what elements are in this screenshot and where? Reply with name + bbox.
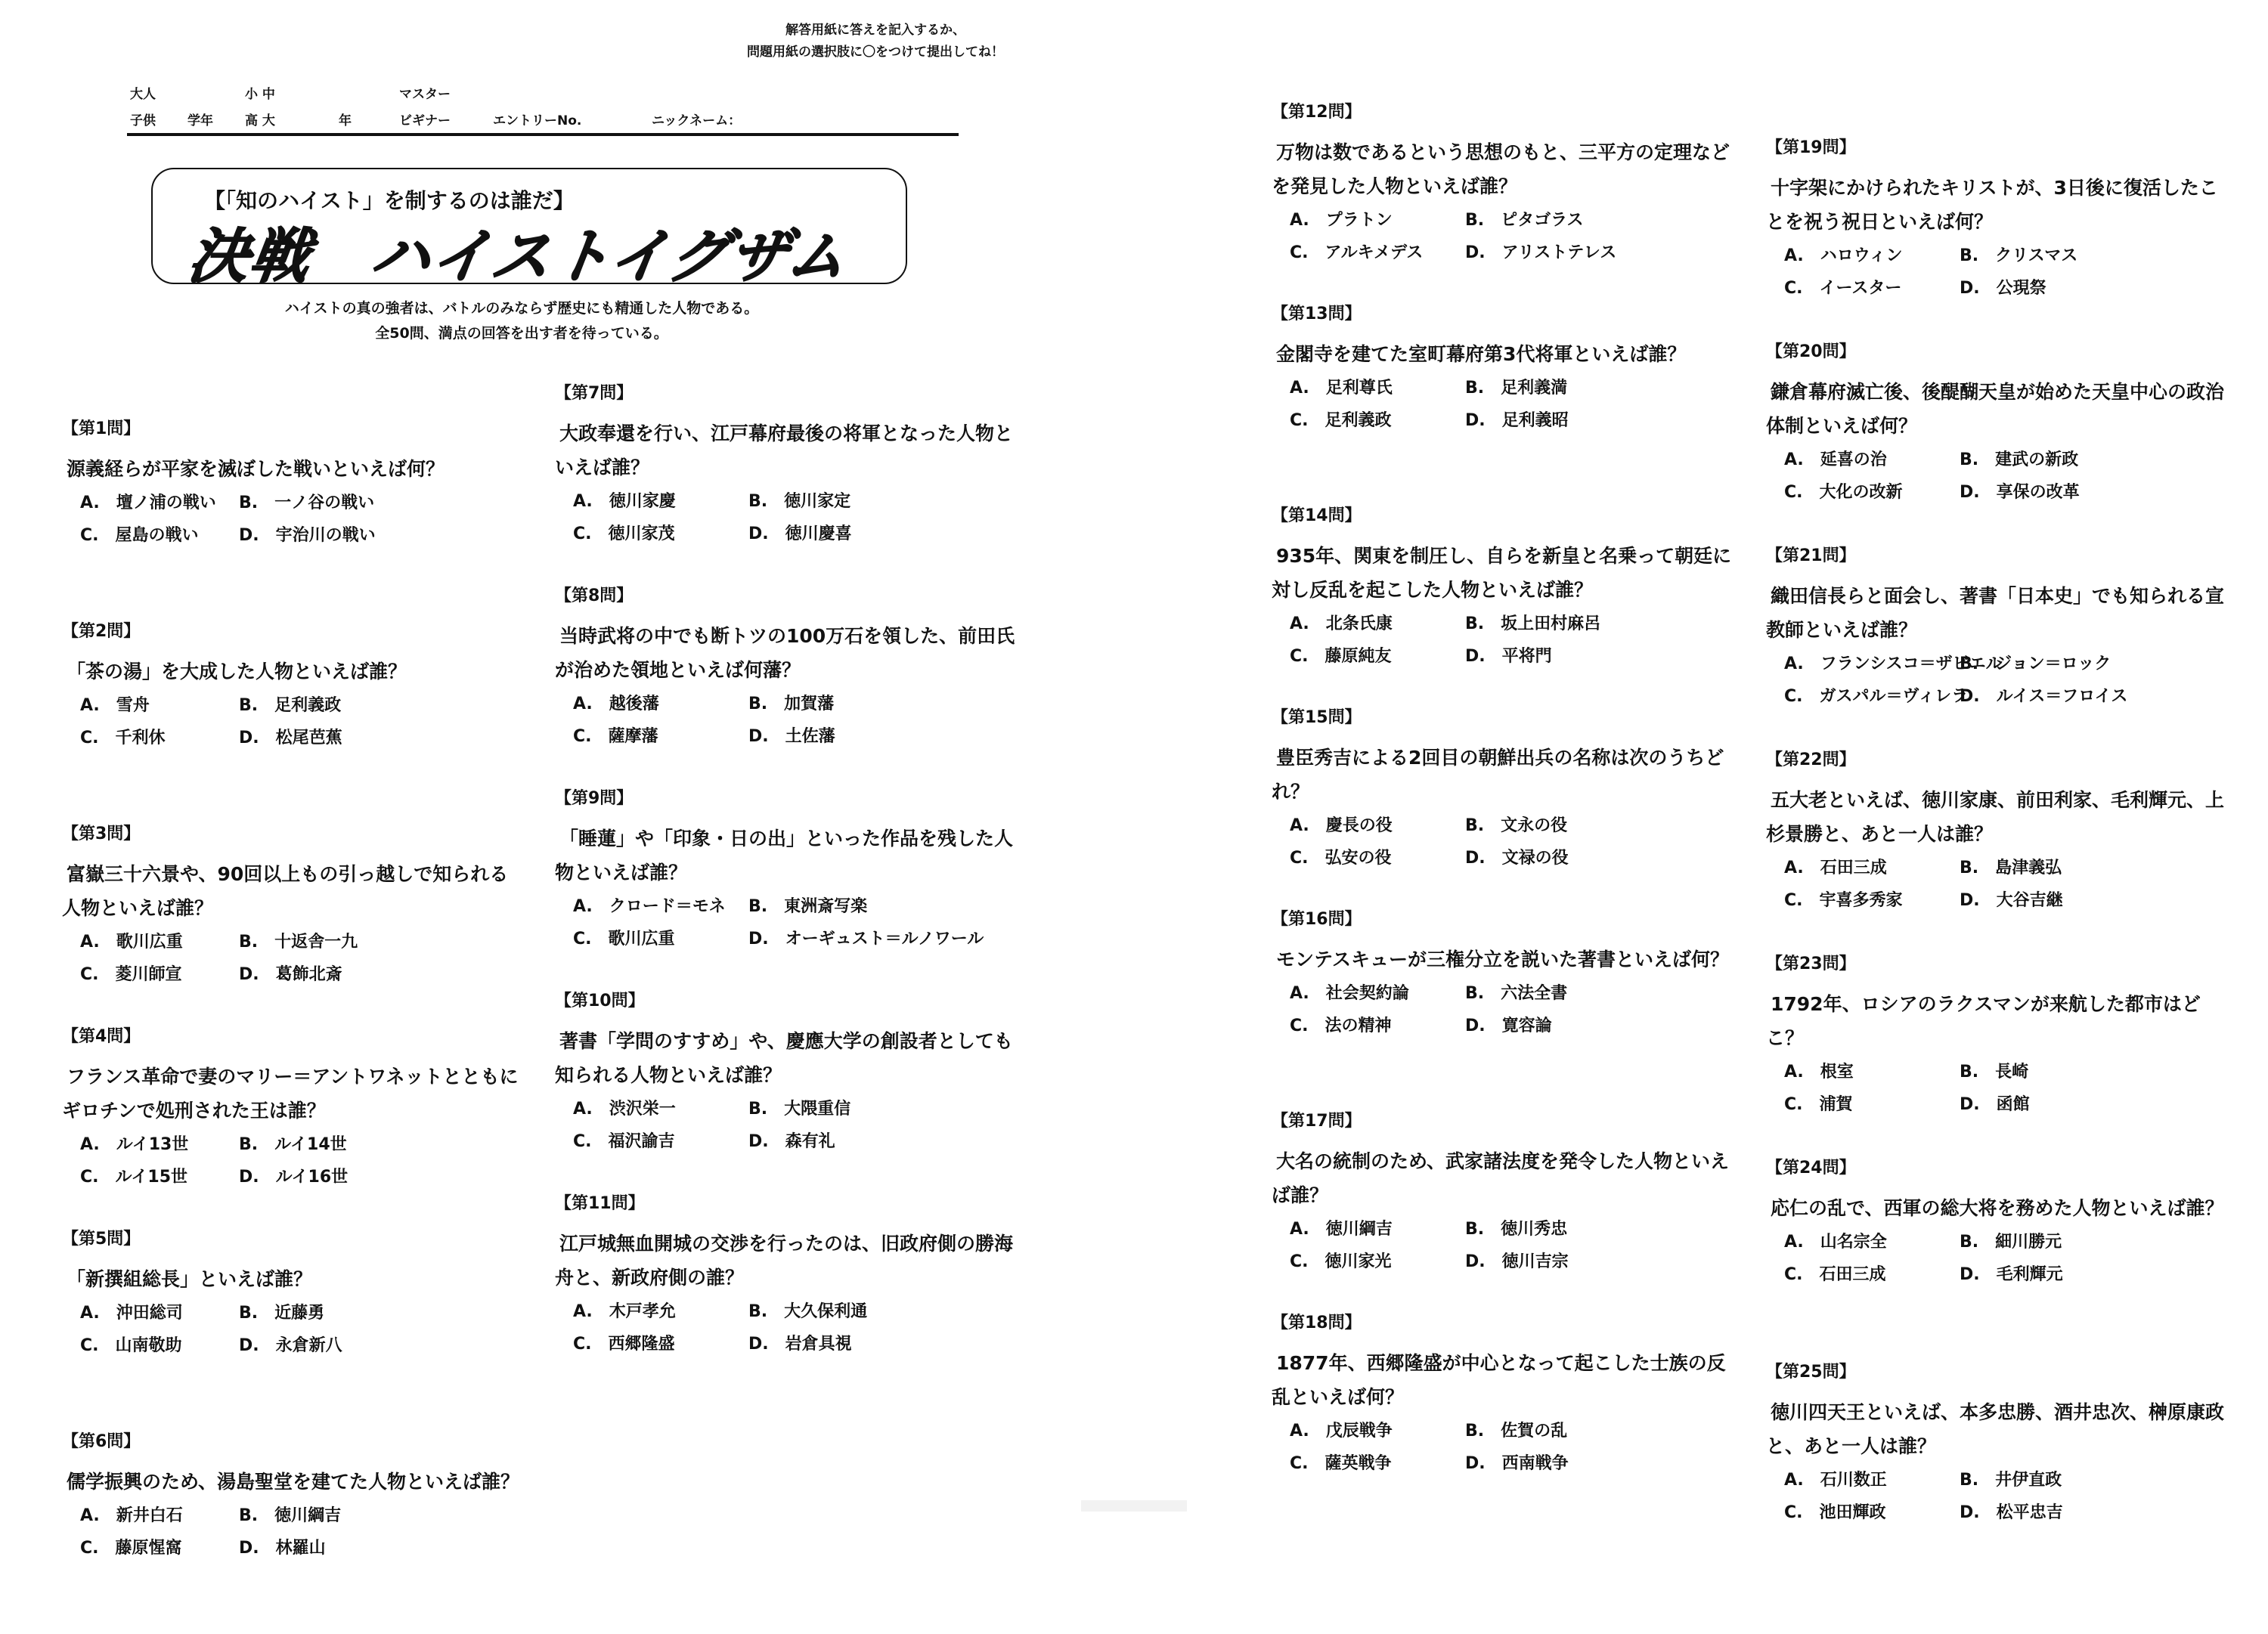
question-number: 【第10問】 bbox=[555, 992, 645, 1010]
question-text: 大政奉還を行い、江戸幕府最後の将軍となった人物といえば誰？ bbox=[555, 422, 1014, 478]
form-label-school-top: 小 中 bbox=[245, 87, 275, 102]
option-b[interactable]: B. 一ノ谷の戦い bbox=[239, 494, 375, 512]
question-column-2 bbox=[555, 383, 1024, 1396]
question-number: 【第17問】 bbox=[1272, 1112, 1362, 1131]
option-b[interactable]: B. 足利義政 bbox=[239, 696, 342, 715]
question-text: 豊臣秀吉による2回目の朝鮮出兵の名称は次のうちどれ？ bbox=[1272, 747, 1724, 803]
option-c[interactable]: C. 薩摩藩 bbox=[573, 727, 658, 746]
question-block bbox=[1272, 304, 1740, 506]
option-c[interactable]: C. 福沢諭吉 bbox=[573, 1132, 675, 1151]
question-number: 【第19問】 bbox=[1766, 138, 1856, 157]
form-label-master: マスター bbox=[399, 87, 451, 102]
question-text: 「睡蓮」や「印象・日の出」といった作品を残した人物といえば誰？ bbox=[555, 828, 1014, 884]
option-a[interactable]: A. 沖田総司 bbox=[80, 1304, 183, 1323]
option-c[interactable]: C. 薩英戦争 bbox=[1290, 1454, 1392, 1473]
option-c[interactable]: C. 宇喜多秀家 bbox=[1784, 891, 1903, 910]
answer-options bbox=[1766, 1056, 2235, 1121]
option-c[interactable]: C. イースター bbox=[1784, 279, 1902, 298]
option-d[interactable]: D. 森有礼 bbox=[748, 1132, 835, 1151]
question-number: 【第12問】 bbox=[1272, 103, 1362, 122]
question-block bbox=[62, 419, 523, 621]
option-a[interactable]: A. 石川数正 bbox=[1784, 1471, 1887, 1490]
option-c[interactable]: C. 足利義政 bbox=[1290, 411, 1392, 430]
option-a[interactable]: A. プラトン bbox=[1290, 211, 1393, 230]
option-b[interactable]: B. 文永の役 bbox=[1465, 816, 1568, 835]
option-d[interactable]: D. 享保の改革 bbox=[1960, 483, 2080, 502]
question-block bbox=[555, 586, 1024, 788]
option-d[interactable]: D. 土佐藩 bbox=[748, 727, 835, 746]
left-page bbox=[0, 0, 1134, 1558]
question-block bbox=[62, 1431, 523, 1634]
option-c[interactable]: C. 屋島の戦い bbox=[80, 526, 199, 545]
option-c[interactable]: C. ガスパル＝ヴィレラ bbox=[1784, 687, 1969, 706]
option-a[interactable]: A. 石田三成 bbox=[1784, 859, 1887, 877]
option-b[interactable]: B. ピタゴラス bbox=[1465, 211, 1584, 230]
question-text: 織田信長らと面会し、著書「日本史」でも知られる宣教師といえば誰？ bbox=[1766, 585, 2225, 641]
option-a[interactable]: A. 越後藩 bbox=[573, 695, 659, 713]
option-a[interactable]: A. 壇ノ浦の戦い bbox=[80, 494, 216, 512]
answer-options bbox=[1766, 444, 2235, 509]
option-a[interactable]: A. 木戸孝允 bbox=[573, 1302, 676, 1321]
option-b[interactable]: B. 佐賀の乱 bbox=[1465, 1422, 1568, 1441]
option-c[interactable]: C. 池田輝政 bbox=[1784, 1503, 1886, 1522]
question-block bbox=[1272, 707, 1740, 909]
answer-options bbox=[555, 688, 1024, 753]
option-b[interactable]: B. クリスマス bbox=[1960, 246, 2078, 265]
option-d[interactable]: D. 徳川吉宗 bbox=[1465, 1252, 1569, 1271]
question-number: 【第21問】 bbox=[1766, 546, 1856, 565]
option-a[interactable]: A. 延喜の治 bbox=[1784, 450, 1887, 469]
title-subtitle: 【「知のハイスト」を制するのは誰だ】 bbox=[204, 188, 575, 213]
question-text: 万物は数であるという思想のもと、三平方の定理などを発見した人物といえば誰？ bbox=[1272, 141, 1730, 197]
question-block bbox=[62, 824, 523, 1026]
question-block bbox=[555, 383, 1024, 586]
question-number: 【第5問】 bbox=[62, 1230, 141, 1249]
right-page bbox=[1134, 0, 2268, 1522]
question-block bbox=[1766, 750, 2235, 954]
question-text: フランス革命で妻のマリー＝アントワネットとともにギロチンで処刑された王は誰？ bbox=[62, 1066, 519, 1122]
question-number: 【第22問】 bbox=[1766, 750, 1856, 769]
option-c[interactable]: C. 千利休 bbox=[80, 729, 166, 747]
option-d[interactable]: D. 宇治川の戦い bbox=[239, 526, 376, 545]
form-label-school-bottom: 高 大 bbox=[245, 113, 275, 128]
answer-options bbox=[1766, 1226, 2235, 1291]
answer-options bbox=[1272, 977, 1740, 1042]
option-d[interactable]: D. 松尾芭蕉 bbox=[239, 729, 342, 747]
form-label-adult: 大人 bbox=[130, 87, 156, 102]
option-d[interactable]: D. 大谷吉継 bbox=[1960, 891, 2063, 910]
option-c[interactable]: C. 法の精神 bbox=[1290, 1017, 1392, 1035]
option-b[interactable]: B. 井伊直政 bbox=[1960, 1471, 2062, 1490]
answer-options bbox=[62, 689, 523, 754]
question-block bbox=[1272, 506, 1740, 707]
question-number: 【第8問】 bbox=[555, 586, 634, 605]
question-number: 【第6問】 bbox=[62, 1432, 141, 1451]
option-c[interactable]: C. アルキメデス bbox=[1290, 243, 1424, 262]
option-a[interactable]: A. 徳川家慶 bbox=[573, 492, 676, 511]
question-text: 応仁の乱で、西軍の総大将を務めた人物といえば誰？ bbox=[1771, 1197, 2224, 1219]
option-a[interactable]: A. 慶長の役 bbox=[1290, 816, 1393, 835]
option-d[interactable]: D. ルイス＝フロイス bbox=[1960, 687, 2128, 706]
question-number: 【第25問】 bbox=[1766, 1363, 1856, 1382]
option-b[interactable]: B. 加賀藩 bbox=[748, 695, 835, 713]
question-text: 「新撰組総長」といえば誰？ bbox=[67, 1268, 313, 1290]
option-a[interactable]: A. クロード＝モネ bbox=[573, 897, 726, 916]
option-a[interactable]: A. 渋沢栄一 bbox=[573, 1100, 676, 1119]
option-c[interactable]: C. 菱川師宣 bbox=[80, 965, 182, 984]
answer-options bbox=[1272, 372, 1740, 437]
option-d[interactable]: D. オーギュスト＝ルノワール bbox=[748, 930, 984, 949]
option-c[interactable]: C. 石田三成 bbox=[1784, 1265, 1886, 1284]
option-d[interactable]: D. 文禄の役 bbox=[1465, 849, 1569, 868]
option-d[interactable]: D. 毛利輝元 bbox=[1960, 1265, 2063, 1284]
question-number: 【第20問】 bbox=[1766, 342, 1856, 361]
question-block bbox=[1766, 954, 2235, 1158]
option-b[interactable]: B. 建武の新政 bbox=[1960, 450, 2079, 469]
option-b[interactable]: B. 島津義弘 bbox=[1960, 859, 2062, 877]
option-b[interactable]: B. 十返舎一九 bbox=[239, 933, 358, 952]
question-text: 935年、関東を制圧し、自らを新皇と名乗って朝廷に対し反乱を起こした人物といえば誰？ bbox=[1272, 545, 1732, 601]
question-block bbox=[1766, 1158, 2235, 1362]
question-text: モンテスキューが三権分立を説いた著書といえば何？ bbox=[1276, 949, 1730, 970]
option-a[interactable]: A. 歌川広重 bbox=[80, 933, 183, 952]
question-block bbox=[555, 991, 1024, 1193]
question-column-1 bbox=[62, 419, 523, 1634]
option-a[interactable]: A. 根室 bbox=[1784, 1063, 1854, 1082]
question-block bbox=[62, 621, 523, 824]
question-number: 【第18問】 bbox=[1272, 1314, 1362, 1332]
answer-options bbox=[1766, 852, 2235, 917]
option-d[interactable]: D. 函館 bbox=[1960, 1095, 2030, 1114]
answer-options bbox=[62, 1297, 523, 1362]
option-d[interactable]: D. 岩倉具視 bbox=[748, 1335, 852, 1354]
option-d[interactable]: D. 西南戦争 bbox=[1465, 1454, 1569, 1473]
option-a[interactable]: A. 徳川綱吉 bbox=[1290, 1220, 1393, 1239]
answer-options bbox=[555, 1295, 1024, 1360]
option-a[interactable]: A. フランシスコ＝ザビエル bbox=[1784, 655, 2003, 673]
form-divider bbox=[127, 133, 959, 136]
question-number: 【第2問】 bbox=[62, 622, 141, 641]
question-block bbox=[1766, 138, 2235, 342]
question-text: 大名の統制のため、武家諸法度を発令した人物といえば誰？ bbox=[1272, 1150, 1730, 1206]
question-number: 【第15問】 bbox=[1272, 708, 1362, 727]
question-text: 当時武将の中でも断トツの100万石を領した、前田氏が治めた領地といえば何藩？ bbox=[555, 625, 1015, 681]
option-b[interactable]: B. 徳川綱吉 bbox=[239, 1506, 342, 1525]
answer-options bbox=[1766, 648, 2235, 713]
option-a[interactable]: A. 戊辰戦争 bbox=[1290, 1422, 1393, 1441]
question-text: 「茶の湯」を大成した人物といえば誰？ bbox=[67, 661, 407, 682]
option-d[interactable]: D. 徳川慶喜 bbox=[748, 525, 852, 543]
question-block bbox=[1272, 1313, 1740, 1515]
question-block bbox=[1272, 102, 1740, 304]
option-b[interactable]: B. 徳川秀忠 bbox=[1465, 1220, 1568, 1239]
option-b[interactable]: B. ジョン＝ロック bbox=[1960, 655, 2112, 673]
title-banner bbox=[151, 168, 907, 291]
title-main: 決戦 ハイストイグザム bbox=[184, 223, 853, 291]
option-c[interactable]: C. ルイ15世 bbox=[80, 1168, 188, 1187]
question-text: 1792年、ロシアのラクスマンが来航した都市はどこ？ bbox=[1766, 993, 2201, 1049]
option-c[interactable]: C. 大化の改新 bbox=[1784, 483, 1903, 502]
option-a[interactable]: A. ハロウィン bbox=[1784, 246, 1903, 265]
question-block bbox=[1766, 1362, 2235, 1566]
option-a[interactable]: A. ルイ13世 bbox=[80, 1135, 189, 1154]
question-text: 著書「学問のすすめ」や、慶應大学の創設者としても知られる人物といえば誰？ bbox=[555, 1030, 1013, 1086]
option-b[interactable]: B. 長崎 bbox=[1960, 1063, 2029, 1082]
answer-options bbox=[555, 1093, 1024, 1158]
question-number: 【第16問】 bbox=[1272, 910, 1362, 929]
form-label-beginner: ビギナー bbox=[399, 113, 451, 128]
question-number: 【第23問】 bbox=[1766, 955, 1856, 973]
answer-options bbox=[1766, 1464, 2235, 1529]
option-a[interactable]: A. 山名宗全 bbox=[1784, 1233, 1887, 1252]
option-d[interactable]: D. アリストテレス bbox=[1465, 243, 1617, 262]
question-number: 【第4問】 bbox=[62, 1027, 141, 1046]
answer-options bbox=[62, 1499, 523, 1564]
option-b[interactable]: B. 東洲斎写楽 bbox=[748, 897, 868, 916]
question-text: 儒学振興のため、湯島聖堂を建てた人物といえば誰？ bbox=[67, 1471, 520, 1493]
question-text: 金閣寺を建てた室町幕府第3代将軍といえば誰？ bbox=[1276, 343, 1687, 365]
question-number: 【第7問】 bbox=[555, 384, 634, 403]
option-c[interactable]: C. 西郷隆盛 bbox=[573, 1335, 675, 1354]
form-label-year: 年 bbox=[339, 113, 352, 128]
option-b[interactable]: B. 徳川家定 bbox=[748, 492, 851, 511]
option-c[interactable]: C. 藤原惺窩 bbox=[80, 1539, 182, 1558]
instruction-line: 解答用紙に答えを記入するか、 bbox=[785, 23, 965, 38]
option-b[interactable]: B. ルイ14世 bbox=[239, 1135, 347, 1154]
option-b[interactable]: B. 足利義満 bbox=[1465, 379, 1568, 398]
question-text: 江戸城無血開城の交渉を行ったのは、旧政府側の勝海舟と、新政府側の誰？ bbox=[555, 1233, 1014, 1289]
option-c[interactable]: C. 徳川家光 bbox=[1290, 1252, 1392, 1271]
question-text: 徳川四天王といえば、本多忠勝、酒井忠次、榊原康政と、あと一人は誰？ bbox=[1766, 1401, 2225, 1457]
question-number: 【第9問】 bbox=[555, 789, 634, 808]
answer-options bbox=[62, 1128, 523, 1193]
option-a[interactable]: A. 足利尊氏 bbox=[1290, 379, 1393, 398]
option-c[interactable]: C. 徳川家茂 bbox=[573, 525, 675, 543]
option-d[interactable]: D. 公現祭 bbox=[1960, 279, 2046, 298]
question-number: 【第3問】 bbox=[62, 825, 141, 843]
question-number: 【第11問】 bbox=[555, 1194, 645, 1213]
question-text: 1877年、西郷隆盛が中心となって起こした士族の反乱といえば何？ bbox=[1272, 1352, 1726, 1408]
answer-options bbox=[1272, 1213, 1740, 1278]
question-number: 【第1問】 bbox=[62, 419, 141, 438]
question-block bbox=[1272, 909, 1740, 1111]
option-a[interactable]: A. 雪舟 bbox=[80, 696, 150, 715]
option-c[interactable]: C. 浦賀 bbox=[1784, 1095, 1853, 1114]
question-block bbox=[1766, 342, 2235, 546]
option-c[interactable]: C. 弘安の役 bbox=[1290, 849, 1392, 868]
option-c[interactable]: C. 山南敬助 bbox=[80, 1336, 182, 1355]
option-d[interactable]: D. 永倉新八 bbox=[239, 1336, 342, 1355]
question-text: 富嶽三十六景や、90回以上もの引っ越しで知られる人物といえば誰？ bbox=[62, 863, 509, 919]
question-number: 【第14問】 bbox=[1272, 506, 1362, 525]
question-column-3 bbox=[1272, 102, 1740, 1515]
question-block bbox=[555, 788, 1024, 991]
question-number: 【第24問】 bbox=[1766, 1159, 1856, 1178]
form-label-child: 子供 bbox=[130, 113, 156, 128]
option-b[interactable]: B. 坂上田村麻呂 bbox=[1465, 614, 1601, 633]
question-block bbox=[555, 1193, 1024, 1396]
option-c[interactable]: C. 藤原純友 bbox=[1290, 647, 1392, 666]
answer-options bbox=[555, 890, 1024, 955]
question-block bbox=[62, 1229, 523, 1431]
form-label-entry-number: エントリーNo. bbox=[493, 113, 582, 128]
form-label-grade: 学年 bbox=[187, 113, 213, 128]
question-block bbox=[1766, 546, 2235, 750]
option-d[interactable]: D. 寛容論 bbox=[1465, 1017, 1552, 1035]
question-text: 鎌倉幕府滅亡後、後醍醐天皇が始めた天皇中心の政治体制といえば何？ bbox=[1766, 381, 2225, 437]
intro-line: 全50問、満点の回答を出す者を待っている。 bbox=[375, 325, 668, 342]
option-d[interactable]: D. 松平忠吉 bbox=[1960, 1503, 2063, 1522]
question-text: 十字架にかけられたキリストが、3日後に復活したことを祝う祝日といえば何？ bbox=[1766, 177, 2218, 233]
answer-options bbox=[1272, 1415, 1740, 1480]
option-b[interactable]: B. 細川勝元 bbox=[1960, 1233, 2062, 1252]
question-block bbox=[1272, 1111, 1740, 1313]
option-b[interactable]: B. 六法全書 bbox=[1465, 984, 1568, 1003]
option-d[interactable]: D. 平将門 bbox=[1465, 647, 1552, 666]
answer-options bbox=[62, 926, 523, 991]
intro-text bbox=[227, 296, 816, 346]
question-text: 五大老といえば、徳川家康、前田利家、毛利輝元、上杉景勝と、あと一人は誰？ bbox=[1766, 789, 2225, 845]
answer-options bbox=[1272, 608, 1740, 673]
answer-options bbox=[1766, 240, 2235, 305]
question-number: 【第13問】 bbox=[1272, 305, 1362, 323]
option-d[interactable]: D. 足利義昭 bbox=[1465, 411, 1569, 430]
question-text: 源義経らが平家を滅ぼした戦いといえば何？ bbox=[67, 458, 445, 480]
instruction-line: 問題用紙の選択肢に〇をつけて提出してね！ bbox=[747, 45, 1004, 60]
option-d[interactable]: D. 葛飾北斎 bbox=[239, 965, 342, 984]
question-column-4 bbox=[1766, 138, 2235, 1566]
answer-options bbox=[1272, 809, 1740, 874]
intro-line: ハイストの真の強者は、バトルのみならず歴史にも精通した人物である。 bbox=[284, 300, 759, 317]
option-c[interactable]: C. 歌川広重 bbox=[573, 930, 675, 949]
option-a[interactable]: A. 社会契約論 bbox=[1290, 984, 1409, 1003]
option-b[interactable]: B. 大隈重信 bbox=[748, 1100, 851, 1119]
option-d[interactable]: D. 林羅山 bbox=[239, 1539, 326, 1558]
answer-options bbox=[555, 485, 1024, 550]
answer-options bbox=[1272, 204, 1740, 269]
page-fold-shadow bbox=[1081, 1500, 1187, 1512]
option-b[interactable]: B. 近藤勇 bbox=[239, 1304, 325, 1323]
option-b[interactable]: B. 大久保利通 bbox=[748, 1302, 868, 1321]
option-a[interactable]: A. 北条氏康 bbox=[1290, 614, 1393, 633]
answer-options bbox=[62, 487, 523, 552]
option-d[interactable]: D. ルイ16世 bbox=[239, 1168, 349, 1187]
option-a[interactable]: A. 新井白石 bbox=[80, 1506, 183, 1525]
question-block bbox=[62, 1026, 523, 1229]
submission-instructions bbox=[717, 20, 1034, 63]
form-label-nickname: ニックネーム： bbox=[652, 113, 742, 128]
